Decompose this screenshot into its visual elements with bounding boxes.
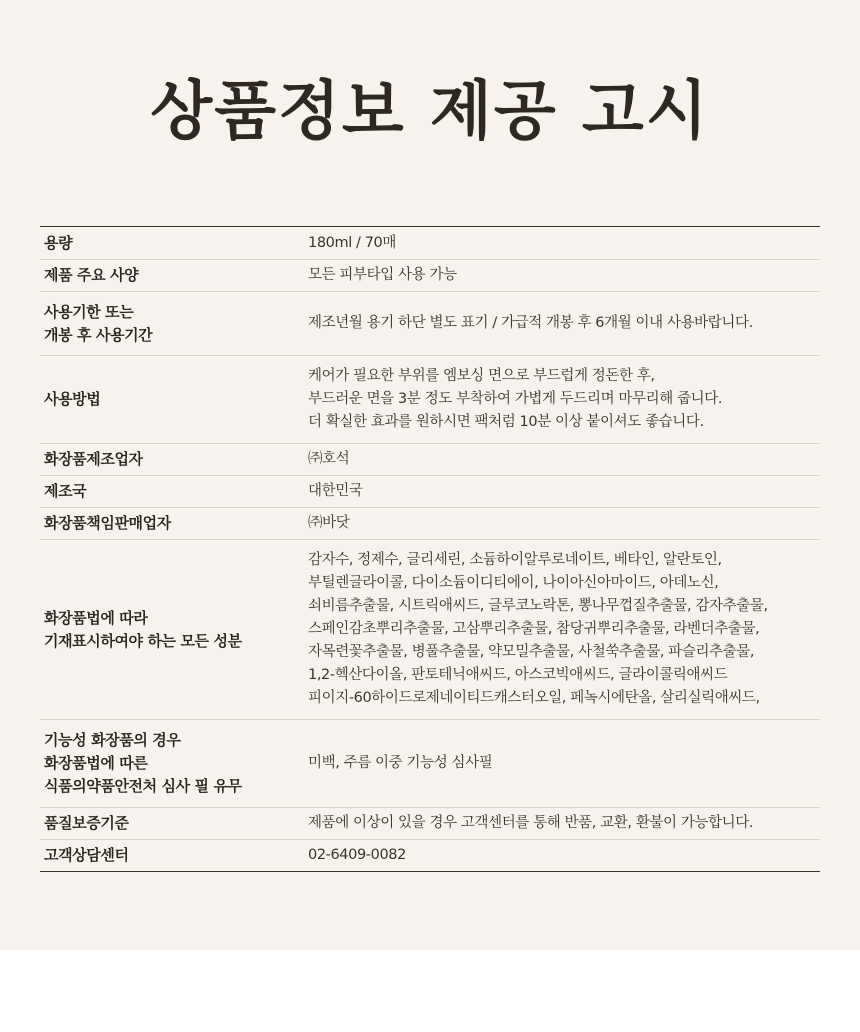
row-label-line: 고객상담센터 xyxy=(44,846,129,864)
row-label xyxy=(40,508,308,540)
row-value xyxy=(308,508,820,540)
row-label-line: 기재표시하여야 하는 모든 성분 xyxy=(44,631,242,650)
row-label-line: 화장품책임판매업자 xyxy=(44,514,171,532)
row-label xyxy=(40,840,308,872)
row-label xyxy=(40,444,308,476)
row-label-line: 품질보증기준 xyxy=(44,814,129,832)
row-label xyxy=(40,540,308,720)
row-label-line: 용량 xyxy=(44,233,73,252)
table-row xyxy=(40,508,820,540)
table-row xyxy=(40,260,820,292)
row-value-line: ㈜호석 xyxy=(308,451,350,467)
row-value xyxy=(308,260,820,292)
row-value xyxy=(308,292,820,356)
row-label-line: 화장품법에 따른 xyxy=(44,754,148,772)
table-row xyxy=(40,227,820,260)
row-value-line: 02-6409-0082 xyxy=(308,847,406,863)
row-value xyxy=(308,808,820,840)
row-value xyxy=(308,227,820,260)
row-label-line: 화장품제조업자 xyxy=(44,450,143,468)
row-label xyxy=(40,292,308,356)
row-value-line: 쇠비름추출물, 시트릭애씨드, 글루코노락톤, 뽕나무껍질추출물, 감자추출물, xyxy=(308,598,768,614)
row-label-line: 개봉 후 사용기간 xyxy=(44,325,153,344)
table-row xyxy=(40,444,820,476)
page-title: 상품정보 제공 고시 xyxy=(150,75,710,149)
row-value-line: 피이지-60하이드로제네이티드캐스터오일, 페녹시에탄올, 살리실릭애씨드, xyxy=(308,690,760,706)
row-label-line: 식품의약품안전처 심사 필 유무 xyxy=(44,777,242,795)
row-value-line: 1,2-헥산다이올, 판토테닉애씨드, 아스코빅애씨드, 글라이콜릭애씨드 xyxy=(308,667,728,683)
row-label xyxy=(40,808,308,840)
row-label-line: 화장품법에 따라 xyxy=(44,608,148,627)
row-value-line: ㈜바닷 xyxy=(308,515,350,531)
row-value xyxy=(308,720,820,808)
table-row xyxy=(40,476,820,508)
table-row xyxy=(40,720,820,808)
row-value xyxy=(308,444,820,476)
row-value-line: 케어가 필요한 부위를 엠보싱 면으로 부드럽게 정돈한 후, xyxy=(308,368,655,384)
product-info-table-body xyxy=(40,227,820,872)
row-value xyxy=(308,840,820,872)
row-value-line: 더 확실한 효과를 원하시면 팩처럼 10분 이상 붙이셔도 좋습니다. xyxy=(308,414,704,430)
row-value-line: 자목련꽃추출물, 병풀추출물, 약모밀추출물, 사철쑥추출물, 파슬리추출물, xyxy=(308,644,755,660)
row-value xyxy=(308,476,820,508)
row-value-line: 부드러운 면을 3분 정도 부착하여 가볍게 두드리며 마무리해 줍니다. xyxy=(308,391,723,407)
table-row xyxy=(40,808,820,840)
product-info-table xyxy=(40,226,820,872)
row-label-line: 사용방법 xyxy=(44,390,101,408)
table-row xyxy=(40,292,820,356)
row-label xyxy=(40,720,308,808)
row-label-line: 제품 주요 사양 xyxy=(44,266,139,284)
row-value-line: 감자수, 정제수, 글리세린, 소듐하이알루로네이트, 베타인, 알란토인, xyxy=(308,552,722,568)
row-label-line: 기능성 화장품의 경우 xyxy=(44,731,181,749)
row-value xyxy=(308,540,820,720)
row-label xyxy=(40,476,308,508)
row-value-line: 180ml / 70매 xyxy=(308,234,396,251)
row-value-line: 제조년월 용기 하단 별도 표기 / 가급적 개봉 후 6개월 이내 사용바랍니다. xyxy=(308,315,753,331)
table-row xyxy=(40,840,820,872)
row-value-line: 스페인감초뿌리추출물, 고삼뿌리추출물, 참당귀뿌리추출물, 라벤더추출물, xyxy=(308,621,760,637)
row-label xyxy=(40,227,308,260)
row-label-line: 제조국 xyxy=(44,482,87,500)
row-label xyxy=(40,260,308,292)
row-value-line: 미백, 주름 이중 기능성 심사필 xyxy=(308,755,493,771)
row-value-line: 부틸렌글라이콜, 다이소듐이디티에이, 나이아신아마이드, 아데노신, xyxy=(308,575,719,591)
table-row xyxy=(40,356,820,444)
row-label xyxy=(40,356,308,444)
row-label-line: 사용기한 또는 xyxy=(44,302,134,321)
row-value xyxy=(308,356,820,444)
table-row xyxy=(40,540,820,720)
row-value-line: 제품에 이상이 있을 경우 고객센터를 통해 반품, 교환, 환불이 가능합니다. xyxy=(308,815,754,831)
row-value-line: 모든 피부타입 사용 가능 xyxy=(308,267,457,283)
row-value-line: 대한민국 xyxy=(308,483,363,499)
